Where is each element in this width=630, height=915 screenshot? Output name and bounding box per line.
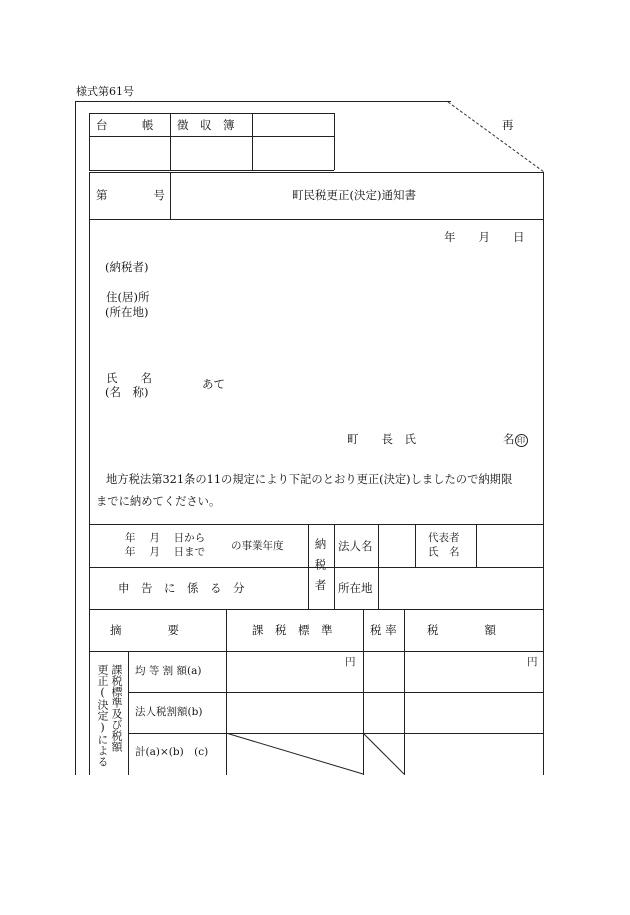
corner-mark: 再 <box>502 118 514 132</box>
taxpayer-location-label: 所在地 <box>338 581 373 595</box>
issue-date: 年 月 日 <box>444 230 525 244</box>
body-text-line-1: 地方税法第321条の11の規定により下記のとおり更正(決定)しましたので納期限 <box>106 473 513 486</box>
fiscal-year-suffix: の事業年度 <box>231 540 284 552</box>
mayor-label: 町 長 氏 <box>347 432 416 446</box>
location-label: (所在地) <box>105 305 149 319</box>
table-header-amount: 税 額 <box>427 623 496 637</box>
mayor-name-text: 名 <box>503 432 515 446</box>
corner-fold-line <box>440 100 550 180</box>
row-total-label: 計(a)×(b) (c) <box>135 746 209 758</box>
ledger-label: 台 帳 <box>96 118 154 132</box>
page-title: 町民税更正(決定)通知書 <box>292 188 416 202</box>
total-row-diagonal <box>226 733 406 778</box>
form-number: 様式第61号 <box>76 85 134 98</box>
name-label: 氏 名 <box>106 371 152 385</box>
addressee-suffix: あて <box>202 377 225 391</box>
table-header-rate: 税 率 <box>370 623 397 637</box>
address-label: 住(居)所 <box>106 290 150 304</box>
taxpayer-vertical-label: 納税者 <box>313 538 328 600</box>
body-text-line-2: までに納めてください。 <box>96 495 221 508</box>
table-header-tax-base: 課 税 標 準 <box>252 623 333 637</box>
side-label-tax-base: 課税標準及び税額 <box>110 664 123 752</box>
company-name-label: (名 称) <box>105 385 149 399</box>
row-per-capita-base-unit: 円 <box>345 656 356 668</box>
fiscal-from: 年 月 日から <box>125 532 206 544</box>
collection-book-label: 徴 収 簿 <box>177 118 235 132</box>
representative-label: 代表者 <box>428 532 460 544</box>
side-label-correction: 更正(決定)による <box>96 664 109 767</box>
seal-icon: 印 <box>515 434 528 447</box>
row-per-capita-amount-unit: 円 <box>527 656 538 668</box>
row-corporate-tax-label: 法人税割額(b) <box>135 706 203 718</box>
representative-name-label: 氏 名 <box>428 546 460 558</box>
fiscal-to: 年 月 日まで <box>125 546 206 558</box>
corp-name-label: 法人名 <box>338 539 373 553</box>
taxpayer-label: (納税者) <box>105 260 149 274</box>
notice-number-label: 第 号 <box>96 188 165 202</box>
table-header-summary: 摘 要 <box>110 623 179 637</box>
mayor-name-label <box>503 434 528 447</box>
declared-portion-label: 申 告 に 係 る 分 <box>118 581 245 595</box>
row-per-capita-label: 均 等 割 額(a) <box>135 665 202 677</box>
